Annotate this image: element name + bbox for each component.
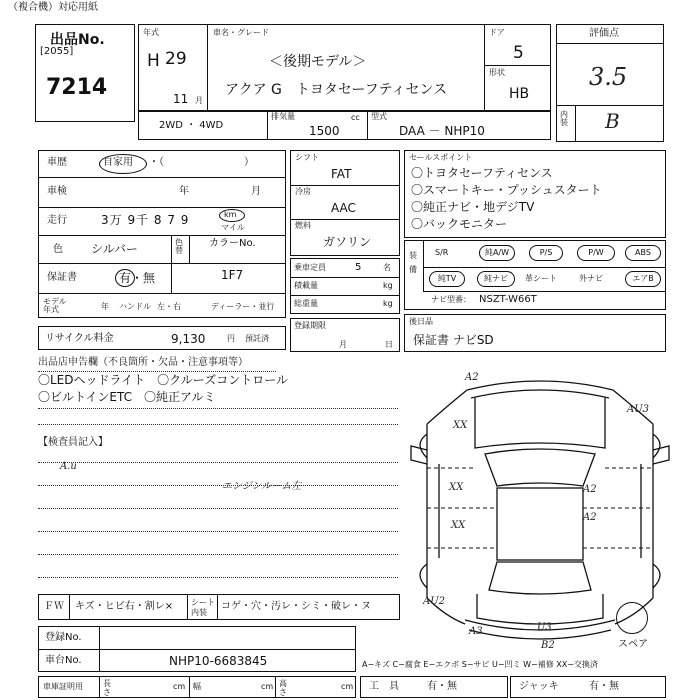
inspection-label: 車検 [47,186,67,197]
damage-mark: A2 [583,484,597,495]
navi-label: ナビ型番： [431,295,471,304]
sales-label: セールスポイント [409,153,473,162]
score-value: 3.5 [589,63,628,91]
tools-label: 工 具 [369,681,399,692]
weight-label: 総重量 [294,299,318,308]
sales-point: 〇純正ナビ・地デジTV [411,200,535,214]
interior-value: B [605,109,620,133]
model-line1: ＜後期モデル＞ [269,54,367,70]
sales-points [404,150,666,238]
reg-no-label: 登録No. [45,632,82,643]
fw-label: ＦＷ [44,601,64,612]
aftermarket-block [404,314,666,352]
model-line2: アクア G トヨタセーフティセンス [225,82,448,98]
tools-box [360,676,508,698]
recycle-unit: 円 [227,334,235,343]
damage-mark: B2 [541,640,555,651]
vehicle-block [138,24,551,112]
lot-box [35,24,135,122]
inspector-note2: エンジンルーム左 [222,481,302,492]
recycle-value: 9,130 [171,332,206,346]
seat-value: コゲ・穴・汚レ・シミ・破レ・ヌ [221,601,371,612]
lot-sub: [2055] [40,46,74,57]
spare-label: スペア [618,639,648,650]
shift-label: シフト [295,153,319,162]
body-value: HB [509,86,530,102]
interior-label: 内装 [560,110,568,127]
lot-label: 出品No. [50,32,105,48]
doors-label: ドア [489,28,505,37]
jack-box [510,676,666,698]
color-label: 色 [53,244,63,255]
aftermarket-value: 保証書 ナビSD [413,333,494,347]
reg-chassis-block [38,626,356,672]
load-label: 積載量 [294,281,318,290]
history-label: 車歴 [47,157,67,168]
damage-legend: A−キズ C−腐食 E−エクボ S−サビ U−凹ミ W−補修 XX−交換済 [362,660,598,669]
notes-line1: 〇LEDヘッドライト 〇クルーズコントロール [38,373,288,387]
equip-alloy: 純A/W [479,245,515,261]
capacity-unit: 名 [383,263,391,272]
inspection-month: 月 [251,186,261,197]
jack-value: 有・無 [589,681,619,692]
color-value: シルバー [91,242,138,256]
body-label: 形状 [489,68,505,77]
ac-label: 冷房 [295,187,311,196]
damage-mark: XX [453,420,468,431]
warranty-value: 有・無 [119,271,156,285]
cm-unit: cm [261,682,274,691]
equip-pw: P/W [577,245,615,261]
equip-ext-navi: 外ナビ [579,274,603,283]
ac-value: AAC [331,201,356,215]
warranty-label: 保証書 [47,272,77,283]
damage-mark: XX [449,482,464,493]
jack-label: ジャッキ [519,681,559,692]
damage-mark: A3 [469,626,483,637]
recycle-note: 預託済 [245,334,269,343]
mileage-label: 走行 [47,215,67,226]
equipment-block [404,240,666,310]
equip-ps: P/S [529,245,563,261]
equipment-label: 装備 [409,251,417,274]
car-damage-diagram [405,368,695,658]
dealer-label: ディーラー・並行 [211,302,275,311]
aftermarket-label: 後日品 [409,317,433,326]
navi-model: NSZT-W66T [479,294,537,305]
recycle-label: リサイクル料金 [45,333,114,344]
reg-day: 日 [385,340,393,349]
header-note: （複合機）対応用紙 [8,2,98,13]
garage-cert-row [38,676,356,698]
type-label: 型式 [371,112,387,121]
equip-tv: 純TV [429,271,465,287]
sales-point: 〇トヨタセーフティセンス [411,166,553,180]
equip-airbag: エアB [625,271,661,287]
spare-wheel-icon [616,602,648,634]
color-no-label: カラーNo. [209,238,256,249]
type-value: DAA － NHP10 [399,124,485,138]
damage-mark: AU3 [627,404,650,415]
damage-mark: U3 [537,622,552,633]
load-unit: kg [383,281,393,290]
history-value: 自家用 [103,157,133,168]
cm-unit: cm [173,682,186,691]
fuel-label: 燃料 [295,221,311,230]
grade-box [556,24,664,142]
capacity-label: 乗車定員 [294,263,326,272]
weight-unit: kg [383,299,393,308]
notes-label: 出品店申告欄（不良箇所・欠品・注意事項等） [38,357,248,368]
equip-leather: 革シート [525,274,557,283]
displacement-label: 排気量 [271,112,295,121]
capacity-value: 5 [355,262,362,273]
chassis-label: 車台No. [45,655,82,666]
inspector-note1: A.u [60,461,77,472]
history-rest: ・（ ） [149,157,254,168]
mile-unit: マイル [221,223,245,232]
cc-unit: cc [351,113,360,122]
inspector-label: 【検査員記入】 [38,437,108,448]
registration-block [290,318,400,352]
recycle-box [38,326,286,350]
fuel-value: ガソリン [323,235,372,249]
damage-mark: XX [451,520,466,531]
month-unit: 月 [195,96,203,105]
tools-value: 有・無 [427,681,457,692]
chassis-value: NHP10-6683845 [169,654,268,668]
drive-value: 2WD ・ 4WD [159,120,224,131]
lot-number: 7214 [46,75,108,100]
doors-value: 5 [513,43,524,63]
dim-height: 高さ [279,679,287,697]
color-no-value: 1F7 [221,268,244,282]
equip-sr: S/R [435,248,449,257]
dim-width: 幅 [193,682,201,691]
model-year-label: モデル年式 [43,297,67,314]
capacity-block [290,258,400,314]
sales-point: 〇バックモニター [411,217,508,231]
damage-mark: A2 [465,372,479,383]
damage-mark: A2 [583,512,597,523]
reg-month: 月 [339,340,347,349]
model-label: 車名・グレード [213,28,269,37]
engine-block [138,110,551,140]
score-label: 評価点 [589,28,619,39]
sales-point: 〇スマートキー・プッシュスタート [411,183,602,197]
equip-abs: ABS [625,245,661,261]
fw-value: キズ・ヒビ右・割レ× [75,601,174,612]
handle-value: 左・右 [157,302,181,311]
specs-block [290,150,400,256]
shift-value: FAT [331,167,352,181]
model-year-unit: 年 [101,302,109,311]
cert-label: 車庫証明用 [43,682,83,691]
reg-label: 登録期限 [294,321,326,330]
mileage-value: 3万 9千 8 7 9 [101,213,190,227]
year-label: 年式 [143,28,159,37]
interior-row [38,594,400,620]
handle-label: ハンドル [119,302,151,311]
color-change-label: 色替 [175,238,183,255]
displacement-value: 1500 [309,124,340,138]
dim-length: 長さ [103,679,111,697]
seat-label: シート内装 [191,598,215,617]
year-value: 29 [165,49,187,69]
equip-navi: 純ナビ [477,271,515,287]
month-value: 11 [173,92,189,106]
damage-mark: AU2 [423,596,446,607]
notes-line2: 〇ビルトインETC 〇純正アルミ [38,390,216,404]
inspection-year: 年 [179,186,189,197]
year-era: H [147,51,160,71]
cm-unit: cm [341,682,354,691]
history-block [38,150,286,318]
km-unit: km [224,210,237,219]
